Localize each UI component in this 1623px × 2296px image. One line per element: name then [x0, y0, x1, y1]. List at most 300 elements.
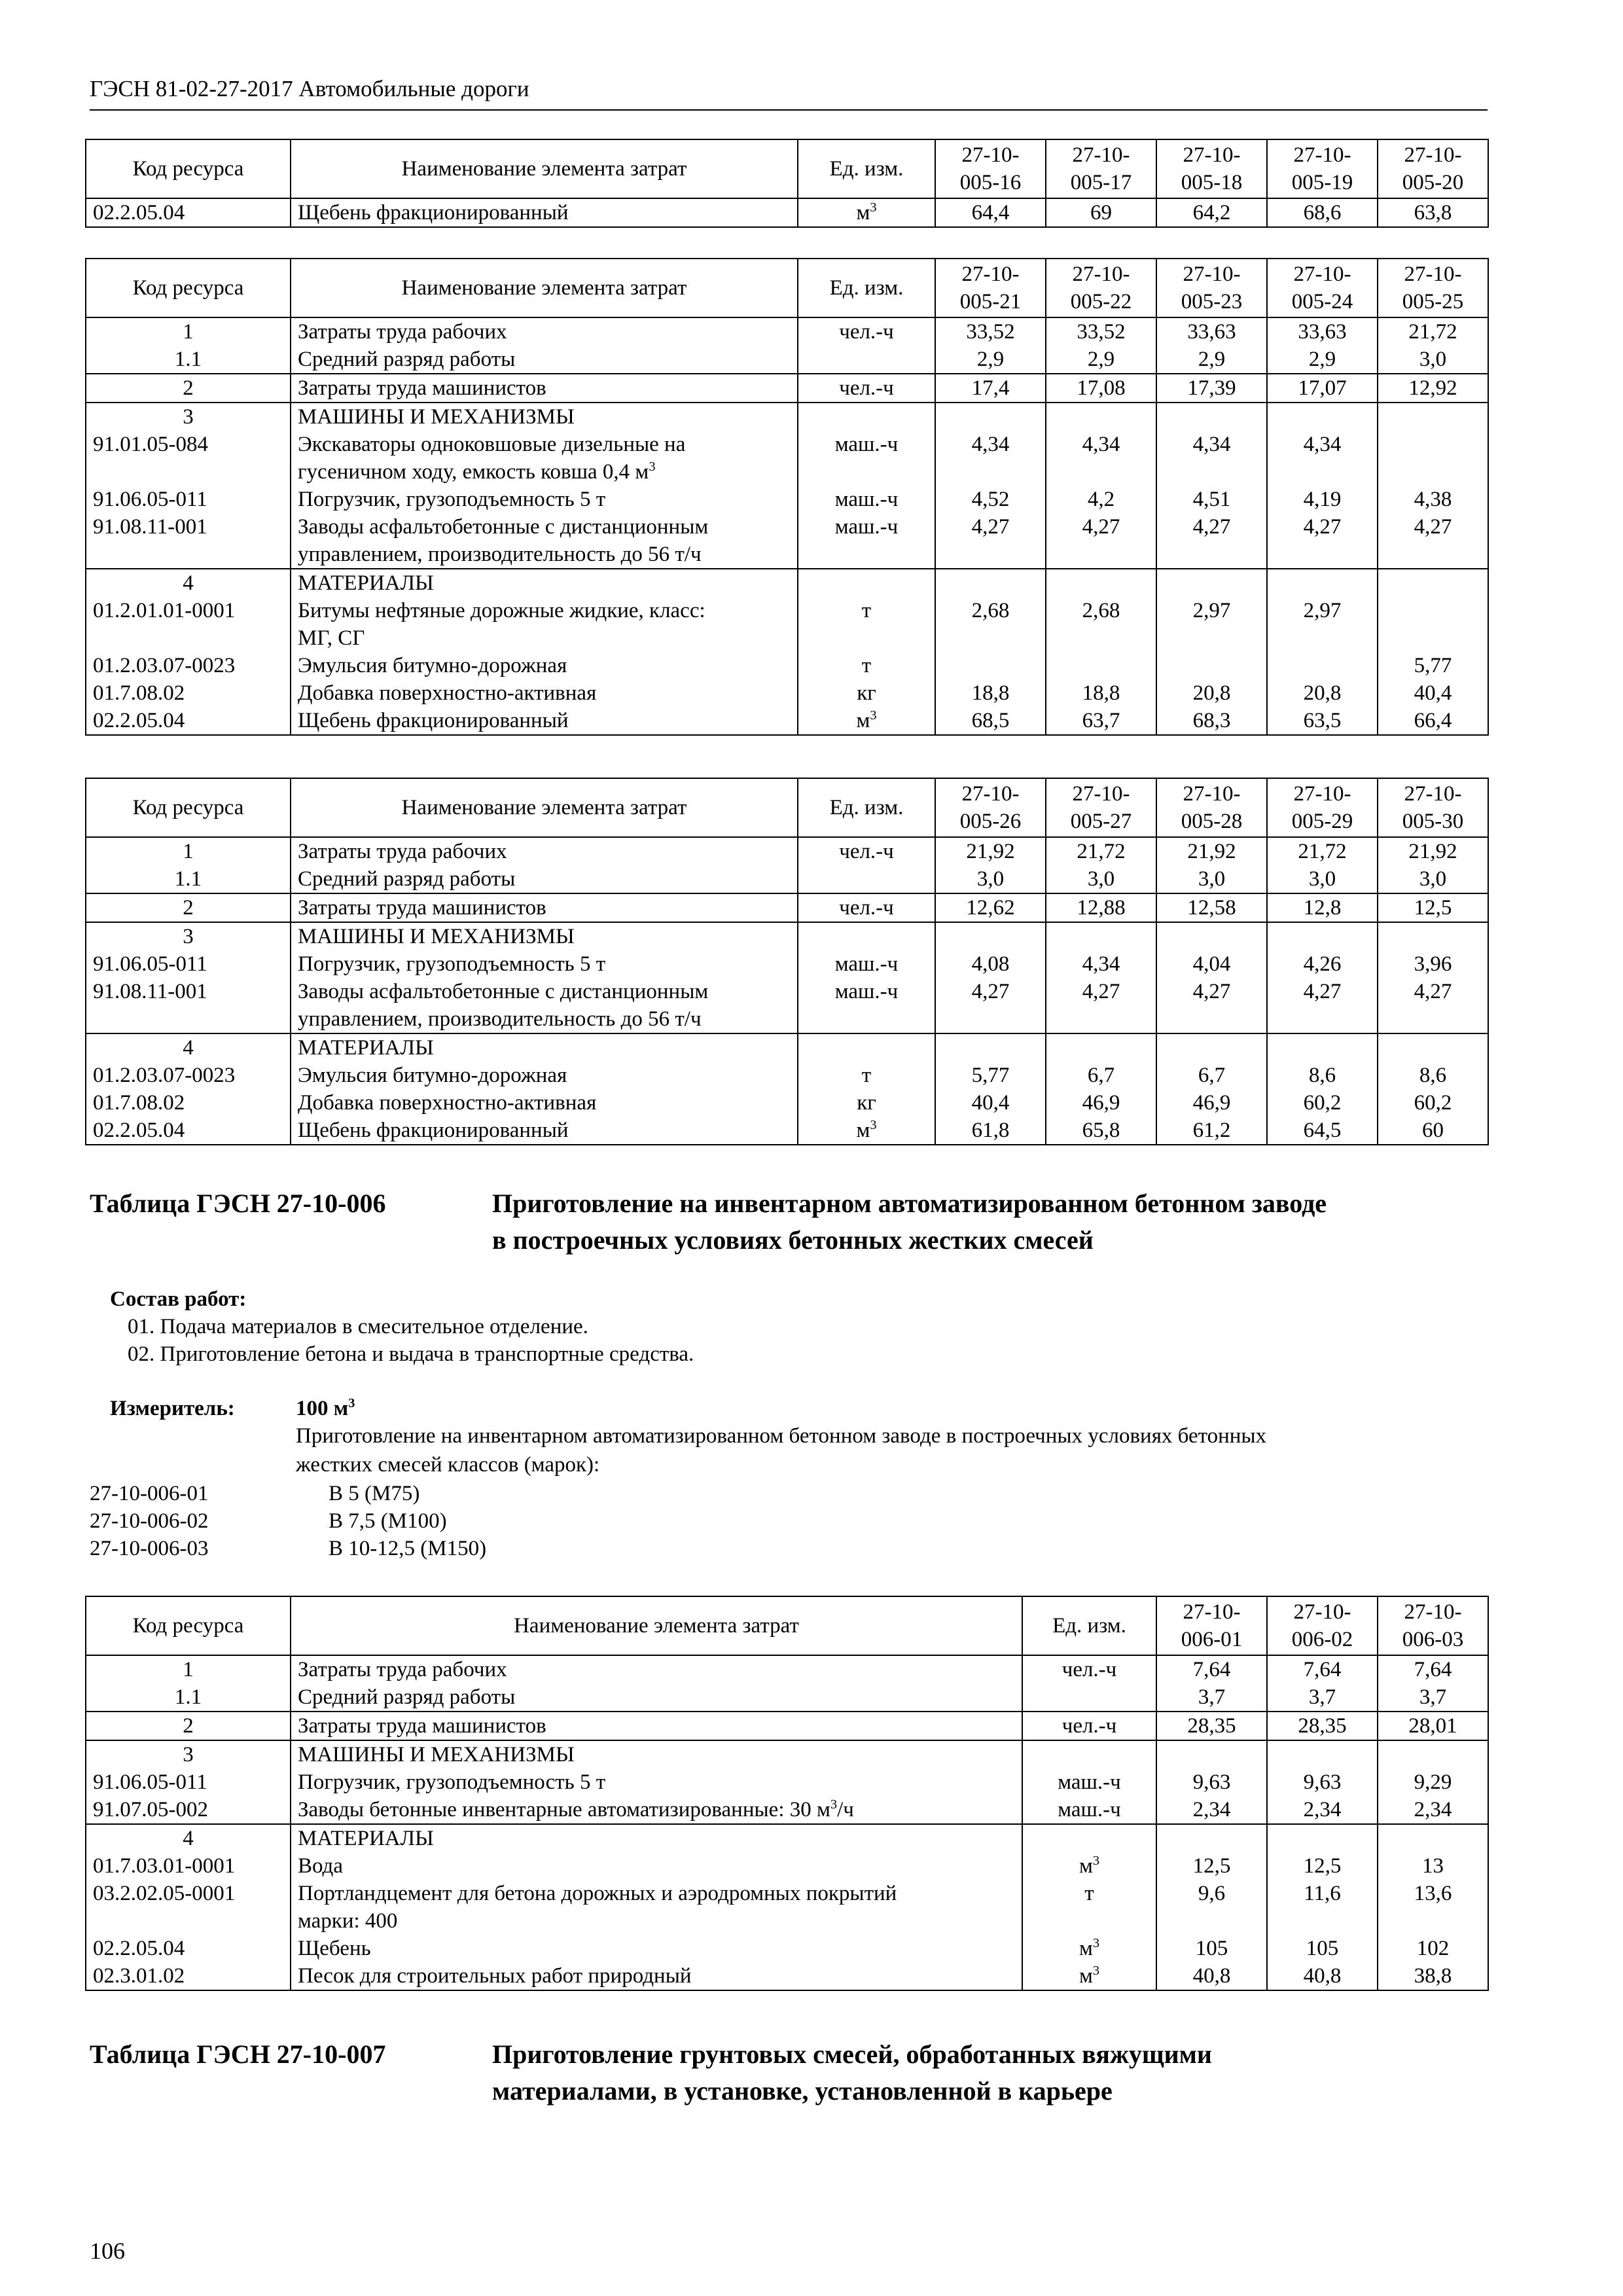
- value-cell: 13: [1378, 1852, 1488, 1880]
- table-row: [86, 403, 1488, 431]
- table-row: [86, 950, 1488, 978]
- value-cell: 17,4: [935, 374, 1046, 403]
- col-header-code: Код ресурса: [86, 259, 291, 317]
- table-label: Таблица ГЭСН 27-10-007: [90, 2039, 386, 2069]
- value-cell: 46,9: [1046, 1089, 1156, 1117]
- value-cell: [1046, 652, 1156, 679]
- value-cell: 28,35: [1267, 1712, 1378, 1740]
- table-label: Таблица ГЭСН 27-10-006: [90, 1189, 386, 1218]
- col-header-norm: 27-10- 005-19: [1267, 139, 1378, 198]
- norm-code: 27-10-006-03: [90, 1537, 209, 1560]
- value-cell: 4,04: [1156, 950, 1267, 978]
- value-cell: 11,6: [1267, 1880, 1378, 1935]
- value-cell: [1156, 652, 1267, 679]
- group-heading: МАШИНЫ И МЕХАНИЗМЫ: [291, 922, 798, 950]
- resource-unit: $м^3$: [1022, 1935, 1156, 1962]
- table-row: [86, 1962, 1488, 1990]
- resource-code: 01.7.08.02: [86, 1089, 291, 1117]
- value-cell: 3,0: [935, 865, 1046, 893]
- resource-code: 2: [86, 893, 291, 922]
- meter-description: Приготовление на инвентарном автоматизированном бетонном заводе в построечных условиях бетонных жестких смесей классов (марок):: [296, 1424, 1267, 1477]
- col-header-norm: 27-10- 005-18: [1156, 139, 1267, 198]
- resource-name: Битумы нефтяные дорожные жидкие, класс: МГ, СГ: [291, 597, 798, 652]
- value-cell: 9,6: [1156, 1880, 1267, 1935]
- value-cell: 3,7: [1267, 1683, 1378, 1712]
- value-cell: 60,2: [1378, 1089, 1488, 1117]
- col-header-name: Наименование элемента затрат: [291, 139, 798, 198]
- resource-name: Экскаваторы одноковшовые дизельные на гусеничном ходу, емкость ковша 0,4 $м^3$: [291, 431, 798, 486]
- resource-code: 02.2.05.04: [86, 198, 291, 227]
- value-cell: 17,08: [1046, 374, 1156, 403]
- value-cell: 7,64: [1267, 1655, 1378, 1683]
- resource-code: 1: [86, 1655, 291, 1683]
- col-header-name: Наименование элемента затрат: [291, 1596, 1022, 1655]
- resource-code: 4: [86, 1033, 291, 1062]
- resource-name: Эмульсия битумно-дорожная: [291, 1062, 798, 1089]
- page-number: 106: [90, 2238, 125, 2264]
- value-cell: 21,92: [1156, 837, 1267, 865]
- resource-code: 02.2.05.04: [86, 1117, 291, 1145]
- value-cell: 4,38: [1378, 486, 1488, 513]
- table-row: [86, 922, 1488, 950]
- table-row: [86, 198, 1488, 227]
- value-cell: 8,6: [1378, 1062, 1488, 1089]
- value-cell: 12,5: [1378, 893, 1488, 922]
- resource-name: Заводы бетонные инвентарные автоматизированные: 30 $м^3/ч$: [291, 1796, 1022, 1824]
- resource-code: 03.2.02.05-0001: [86, 1880, 291, 1935]
- table-row: [86, 486, 1488, 513]
- value-cell: 3,96: [1378, 950, 1488, 978]
- table-row: [86, 837, 1488, 865]
- table-header-row: [86, 259, 1488, 317]
- resource-unit: т: [798, 652, 935, 679]
- resource-table-006: [85, 1596, 1489, 1991]
- table-title: Приготовление грунтовых смесей, обработанных вяжущими материалами, в установке, установленной в карьере: [492, 2039, 1212, 2106]
- resource-code: 01.2.03.07-0023: [86, 1062, 291, 1089]
- value-cell: 4,27: [1156, 978, 1267, 1033]
- value-cell: 28,01: [1378, 1712, 1488, 1740]
- value-cell: 63,5: [1267, 707, 1378, 735]
- table-row: [86, 431, 1488, 486]
- resource-name: Погрузчик, грузоподъемность 5 т: [291, 1768, 1022, 1796]
- value-cell: 69: [1046, 198, 1156, 227]
- resource-name: Затраты труда машинистов: [291, 374, 798, 403]
- value-cell: 64,2: [1156, 198, 1267, 227]
- value-cell: 12,58: [1156, 893, 1267, 922]
- value-cell: 4,51: [1156, 486, 1267, 513]
- resource-name: Погрузчик, грузоподъемность 5 т: [291, 950, 798, 978]
- resource-code: 3: [86, 1740, 291, 1768]
- value-cell: 102: [1378, 1935, 1488, 1962]
- resource-name: Заводы асфальтобетонные с дистанционным управлением, производительность до 56 т/ч: [291, 978, 798, 1033]
- resource-unit: $м^3$: [798, 1117, 935, 1145]
- resource-name: Добавка поверхностно-активная: [291, 679, 798, 707]
- value-cell: 40,4: [935, 1089, 1046, 1117]
- table-row: [86, 1655, 1488, 1683]
- value-cell: 4,27: [1267, 513, 1378, 569]
- value-cell: 3,0: [1046, 865, 1156, 893]
- col-header-norm: 27-10- 006-02: [1267, 1596, 1378, 1655]
- resource-code: 02.2.05.04: [86, 1935, 291, 1962]
- value-cell: 68,5: [935, 707, 1046, 735]
- table-row: [86, 597, 1488, 652]
- resource-unit: чел.-ч: [798, 837, 935, 865]
- resource-code: 4: [86, 569, 291, 597]
- value-cell: 40,8: [1267, 1962, 1378, 1990]
- value-cell: 60,2: [1267, 1089, 1378, 1117]
- value-cell: [1378, 597, 1488, 652]
- resource-unit: чел.-ч: [798, 893, 935, 922]
- value-cell: 4,27: [1267, 978, 1378, 1033]
- value-cell: 12,5: [1156, 1852, 1267, 1880]
- value-cell: 8,6: [1267, 1062, 1378, 1089]
- value-cell: 6,7: [1046, 1062, 1156, 1089]
- value-cell: 13,6: [1378, 1880, 1488, 1935]
- value-cell: 33,52: [1046, 317, 1156, 346]
- value-cell: 68,6: [1267, 198, 1378, 227]
- resource-unit: т: [798, 597, 935, 652]
- running-header: ГЭСН 81-02-27-2017 Автомобильные дороги: [90, 76, 529, 101]
- resource-code: 1.1: [86, 865, 291, 893]
- resource-name: Затраты труда машинистов: [291, 1712, 1022, 1740]
- table-row: [86, 1852, 1488, 1880]
- value-cell: 9,63: [1267, 1768, 1378, 1796]
- resource-unit: чел.-ч: [1022, 1712, 1156, 1740]
- value-cell: 4,34: [935, 431, 1046, 486]
- value-cell: 64,4: [935, 198, 1046, 227]
- resource-table-005-16-20: [85, 139, 1489, 228]
- table-row: [86, 978, 1488, 1033]
- value-cell: 4,34: [1267, 431, 1378, 486]
- resource-unit: чел.-ч: [798, 317, 935, 346]
- group-heading: МАШИНЫ И МЕХАНИЗМЫ: [291, 1740, 1022, 1768]
- resource-code: 01.2.01.01-0001: [86, 597, 291, 652]
- resource-unit: $м^3$: [798, 707, 935, 735]
- value-cell: 3,0: [1156, 865, 1267, 893]
- group-heading: МАТЕРИАЛЫ: [291, 569, 798, 597]
- resource-unit: кг: [798, 679, 935, 707]
- value-cell: 21,72: [1267, 837, 1378, 865]
- table-row: [86, 1768, 1488, 1796]
- value-cell: 40,4: [1378, 679, 1488, 707]
- col-header-unit: Ед. изм.: [1022, 1596, 1156, 1655]
- col-header-norm: 27-10- 005-17: [1046, 139, 1156, 198]
- table-row: [86, 1740, 1488, 1768]
- resource-code: 2: [86, 1712, 291, 1740]
- table-row: [86, 865, 1488, 893]
- value-cell: 18,8: [935, 679, 1046, 707]
- value-cell: 4,26: [1267, 950, 1378, 978]
- value-cell: 60: [1378, 1117, 1488, 1145]
- value-cell: 33,63: [1156, 317, 1267, 346]
- resource-name: Затраты труда рабочих: [291, 317, 798, 346]
- table-row: [86, 1683, 1488, 1712]
- table-row: [86, 893, 1488, 922]
- value-cell: 33,63: [1267, 317, 1378, 346]
- works-label: Состав работ:: [110, 1287, 247, 1311]
- col-header-norm: 27-10- 005-16: [935, 139, 1046, 198]
- col-header-unit: Ед. изм.: [798, 139, 935, 198]
- value-cell: 2,97: [1267, 597, 1378, 652]
- resource-name: Погрузчик, грузоподъемность 5 т: [291, 486, 798, 513]
- table-header-row: [86, 1596, 1488, 1655]
- resource-unit: маш.-ч: [798, 431, 935, 486]
- resource-name: Песок для строительных работ природный: [291, 1962, 1022, 1990]
- value-cell: 2,9: [1046, 346, 1156, 374]
- value-cell: 4,27: [1046, 978, 1156, 1033]
- resource-name: Средний разряд работы: [291, 865, 798, 893]
- table-row: [86, 513, 1488, 569]
- col-header-unit: Ед. изм.: [798, 778, 935, 837]
- resource-name: Добавка поверхностно-активная: [291, 1089, 798, 1117]
- resource-name: Средний разряд работы: [291, 1683, 1022, 1712]
- resource-unit: кг: [798, 1089, 935, 1117]
- col-header-norm: 27-10- 005-26: [935, 778, 1046, 837]
- resource-name: Затраты труда рабочих: [291, 1655, 1022, 1683]
- value-cell: 5,77: [1378, 652, 1488, 679]
- value-cell: 38,8: [1378, 1962, 1488, 1990]
- value-cell: 7,64: [1378, 1655, 1488, 1683]
- value-cell: 2,9: [935, 346, 1046, 374]
- value-cell: 4,27: [1156, 513, 1267, 569]
- col-header-code: Код ресурса: [86, 139, 291, 198]
- value-cell: 64,5: [1267, 1117, 1378, 1145]
- resource-code: 2: [86, 374, 291, 403]
- value-cell: [935, 652, 1046, 679]
- col-header-code: Код ресурса: [86, 1596, 291, 1655]
- table-row: [86, 374, 1488, 403]
- value-cell: 6,7: [1156, 1062, 1267, 1089]
- resource-unit: маш.-ч: [1022, 1796, 1156, 1824]
- resource-code: 91.06.05-011: [86, 950, 291, 978]
- resource-name: Затраты труда рабочих: [291, 837, 798, 865]
- norm-class: В 7,5 (М100): [329, 1509, 447, 1533]
- resource-code: 91.08.11-001: [86, 513, 291, 569]
- value-cell: 12,92: [1378, 374, 1488, 403]
- value-cell: 3,0: [1378, 865, 1488, 893]
- resource-code: 3: [86, 403, 291, 431]
- resource-unit: чел.-ч: [798, 374, 935, 403]
- col-header-name: Наименование элемента затрат: [291, 778, 798, 837]
- value-cell: 4,08: [935, 950, 1046, 978]
- value-cell: 12,88: [1046, 893, 1156, 922]
- value-cell: 4,34: [1156, 431, 1267, 486]
- norm-code: 27-10-006-01: [90, 1482, 209, 1505]
- value-cell: 61,2: [1156, 1117, 1267, 1145]
- table-row: [86, 1824, 1488, 1852]
- table-row: [86, 1062, 1488, 1089]
- resource-name: Средний разряд работы: [291, 346, 798, 374]
- table-row: [86, 1033, 1488, 1062]
- value-cell: 2,9: [1267, 346, 1378, 374]
- col-header-norm: 27-10- 005-25: [1378, 259, 1488, 317]
- resource-code: 1: [86, 317, 291, 346]
- table-row: [86, 707, 1488, 735]
- value-cell: 3,0: [1378, 346, 1488, 374]
- col-header-norm: 27-10- 006-01: [1156, 1596, 1267, 1655]
- resource-unit: [798, 865, 935, 893]
- value-cell: [1267, 652, 1378, 679]
- resource-unit: [798, 346, 935, 374]
- col-header-norm: 27-10- 005-22: [1046, 259, 1156, 317]
- resource-unit: маш.-ч: [798, 978, 935, 1033]
- norm-code: 27-10-006-02: [90, 1509, 209, 1533]
- value-cell: 17,07: [1267, 374, 1378, 403]
- resource-unit: маш.-ч: [798, 513, 935, 569]
- value-cell: 3,7: [1378, 1683, 1488, 1712]
- value-cell: 4,27: [935, 513, 1046, 569]
- works-item: 02. Приготовление бетона и выдача в транспортные средства.: [128, 1342, 694, 1366]
- value-cell: 4,27: [1046, 513, 1156, 569]
- value-cell: 4,52: [935, 486, 1046, 513]
- value-cell: 3,0: [1267, 865, 1378, 893]
- resource-unit: $м^3$: [798, 198, 935, 227]
- col-header-norm: 27-10- 006-03: [1378, 1596, 1488, 1655]
- resource-code: 91.07.05-002: [86, 1796, 291, 1824]
- col-header-norm: 27-10- 005-27: [1046, 778, 1156, 837]
- resource-name: Щебень фракционированный: [291, 707, 798, 735]
- value-cell: 12,8: [1267, 893, 1378, 922]
- value-cell: 5,77: [935, 1062, 1046, 1089]
- value-cell: 33,52: [935, 317, 1046, 346]
- resource-unit: [1022, 1683, 1156, 1712]
- value-cell: 40,8: [1156, 1962, 1267, 1990]
- table-row: [86, 1089, 1488, 1117]
- resource-table-005-21-25: [85, 258, 1489, 736]
- value-cell: 12,62: [935, 893, 1046, 922]
- value-cell: 20,8: [1156, 679, 1267, 707]
- col-header-code: Код ресурса: [86, 778, 291, 837]
- table-row: [86, 1880, 1488, 1935]
- resource-code: 91.06.05-011: [86, 486, 291, 513]
- group-heading: МАТЕРИАЛЫ: [291, 1824, 1022, 1852]
- table-row: [86, 569, 1488, 597]
- resource-code: 1: [86, 837, 291, 865]
- table-row: [86, 1117, 1488, 1145]
- col-header-norm: 27-10- 005-20: [1378, 139, 1488, 198]
- value-cell: 21,72: [1378, 317, 1488, 346]
- value-cell: 4,2: [1046, 486, 1156, 513]
- table-row: [86, 1796, 1488, 1824]
- value-cell: 20,8: [1267, 679, 1378, 707]
- value-cell: 46,9: [1156, 1089, 1267, 1117]
- value-cell: 21,72: [1046, 837, 1156, 865]
- table-row: [86, 679, 1488, 707]
- resource-name: Портландцемент для бетона дорожных и аэродромных покрытий марки: 400: [291, 1880, 1022, 1935]
- value-cell: 2,34: [1156, 1796, 1267, 1824]
- col-header-unit: Ед. изм.: [798, 259, 935, 317]
- value-cell: 17,39: [1156, 374, 1267, 403]
- table-row: [86, 1712, 1488, 1740]
- value-cell: 12,5: [1267, 1852, 1378, 1880]
- resource-name: Затраты труда машинистов: [291, 893, 798, 922]
- table-header-row: [86, 778, 1488, 837]
- meter-label: Измеритель:: [110, 1397, 235, 1420]
- resource-code: 4: [86, 1824, 291, 1852]
- col-header-norm: 27-10- 005-23: [1156, 259, 1267, 317]
- col-header-norm: 27-10- 005-29: [1267, 778, 1378, 837]
- value-cell: 4,34: [1046, 431, 1156, 486]
- resource-code: 1.1: [86, 346, 291, 374]
- value-cell: 65,8: [1046, 1117, 1156, 1145]
- col-header-name: Наименование элемента затрат: [291, 259, 798, 317]
- value-cell: 9,63: [1156, 1768, 1267, 1796]
- resource-unit: т: [798, 1062, 935, 1089]
- value-cell: 4,19: [1267, 486, 1378, 513]
- resource-code: 01.7.08.02: [86, 679, 291, 707]
- group-heading: МАТЕРИАЛЫ: [291, 1033, 798, 1062]
- value-cell: 68,3: [1156, 707, 1267, 735]
- value-cell: 9,29: [1378, 1768, 1488, 1796]
- value-cell: 2,68: [1046, 597, 1156, 652]
- resource-name: Эмульсия битумно-дорожная: [291, 652, 798, 679]
- resource-name: Заводы асфальтобетонные с дистанционным управлением, производительность до 56 т/ч: [291, 513, 798, 569]
- value-cell: 63,8: [1378, 198, 1488, 227]
- value-cell: 21,92: [935, 837, 1046, 865]
- value-cell: 2,68: [935, 597, 1046, 652]
- value-cell: 4,27: [935, 978, 1046, 1033]
- resource-unit: чел.-ч: [1022, 1655, 1156, 1683]
- resource-name: Щебень фракционированный: [291, 198, 798, 227]
- value-cell: 2,97: [1156, 597, 1267, 652]
- value-cell: 61,8: [935, 1117, 1046, 1145]
- table-row: [86, 317, 1488, 346]
- group-heading: МАШИНЫ И МЕХАНИЗМЫ: [291, 403, 798, 431]
- col-header-norm: 27-10- 005-21: [935, 259, 1046, 317]
- value-cell: 21,92: [1378, 837, 1488, 865]
- col-header-norm: 27-10- 005-24: [1267, 259, 1378, 317]
- value-cell: 3,7: [1156, 1683, 1267, 1712]
- table-header-row: [86, 139, 1488, 198]
- table-title: Приготовление на инвентарном автоматизированном бетонном заводе в построечных условиях бетонных жестких смесей: [492, 1189, 1327, 1255]
- resource-code: 02.3.01.02: [86, 1962, 291, 1990]
- value-cell: 66,4: [1378, 707, 1488, 735]
- col-header-norm: 27-10- 005-30: [1378, 778, 1488, 837]
- table-row: [86, 346, 1488, 374]
- resource-code: 91.08.11-001: [86, 978, 291, 1033]
- norm-class: В 5 (М75): [329, 1482, 420, 1505]
- table-row: [86, 1935, 1488, 1962]
- resource-unit: $м^3$: [1022, 1852, 1156, 1880]
- resource-unit: маш.-ч: [1022, 1768, 1156, 1796]
- resource-code: 91.06.05-011: [86, 1768, 291, 1796]
- resource-name: Вода: [291, 1852, 1022, 1880]
- value-cell: 7,64: [1156, 1655, 1267, 1683]
- table-row: [86, 652, 1488, 679]
- resource-table-005-26-30: [85, 778, 1489, 1145]
- resource-code: 3: [86, 922, 291, 950]
- value-cell: 63,7: [1046, 707, 1156, 735]
- value-cell: 2,34: [1378, 1796, 1488, 1824]
- resource-unit: маш.-ч: [798, 486, 935, 513]
- header-rule: [90, 109, 1488, 111]
- resource-unit: маш.-ч: [798, 950, 935, 978]
- resource-code: 01.7.03.01-0001: [86, 1852, 291, 1880]
- value-cell: 2,9: [1156, 346, 1267, 374]
- value-cell: 105: [1267, 1935, 1378, 1962]
- value-cell: 105: [1156, 1935, 1267, 1962]
- value-cell: 4,34: [1046, 950, 1156, 978]
- value-cell: 4,27: [1378, 513, 1488, 569]
- value-cell: 18,8: [1046, 679, 1156, 707]
- norm-class: В 10-12,5 (М150): [329, 1537, 487, 1560]
- meter-value: 100 $м^3$: [296, 1396, 355, 1420]
- col-header-norm: 27-10- 005-28: [1156, 778, 1267, 837]
- value-cell: 2,34: [1267, 1796, 1378, 1824]
- value-cell: 28,35: [1156, 1712, 1267, 1740]
- resource-name: Щебень фракционированный: [291, 1117, 798, 1145]
- resource-code: 91.01.05-084: [86, 431, 291, 486]
